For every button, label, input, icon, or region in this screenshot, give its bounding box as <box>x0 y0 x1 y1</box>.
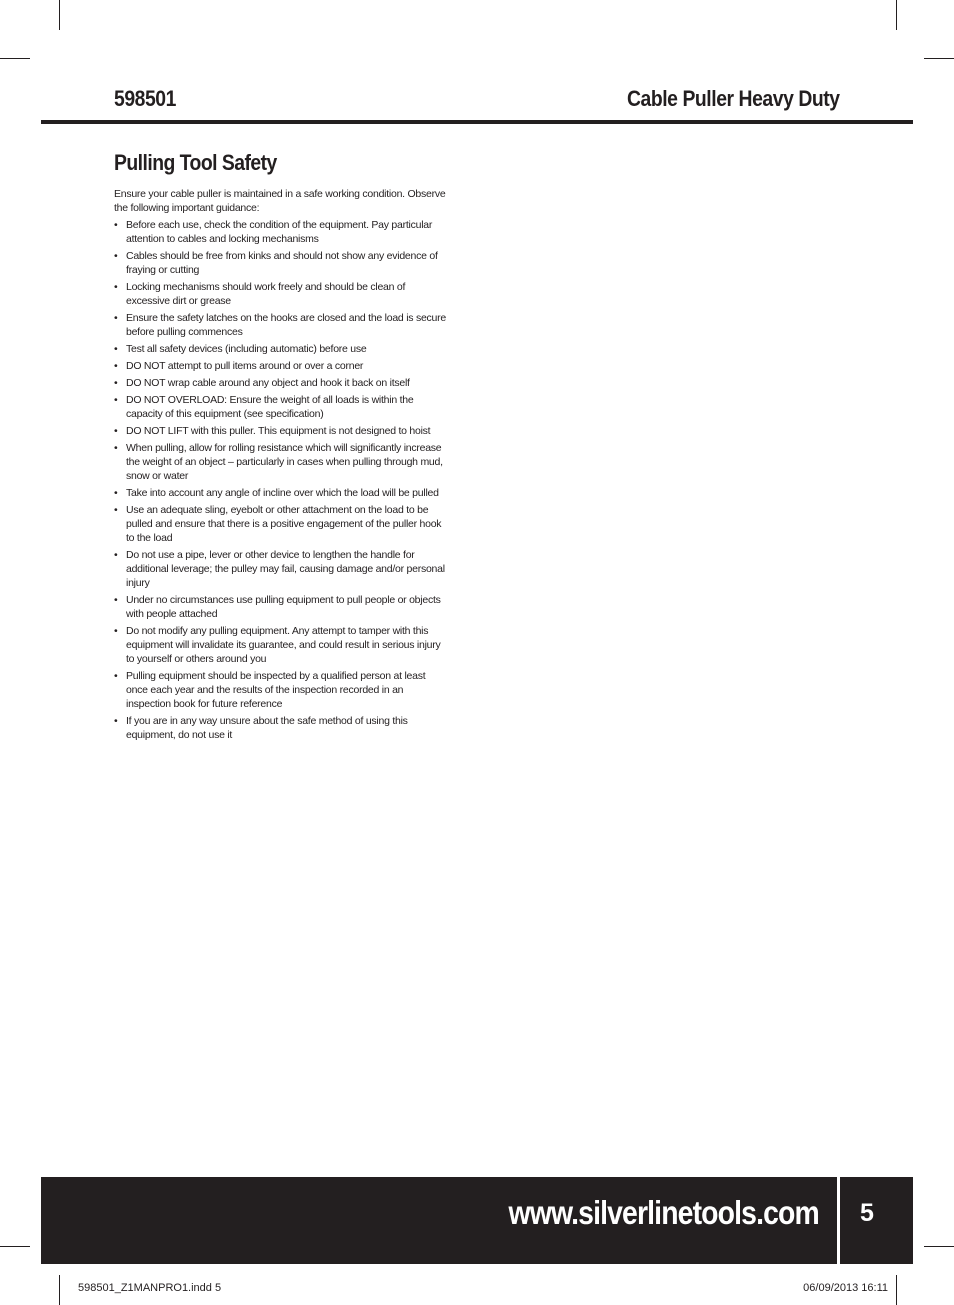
bullet-icon: • <box>114 377 118 389</box>
list-item <box>114 376 446 390</box>
bullet-icon: • <box>114 594 118 606</box>
bullet-icon: • <box>114 504 118 516</box>
list-item <box>114 249 446 277</box>
list-item <box>114 714 446 742</box>
bullet-icon: • <box>114 625 118 637</box>
list-item <box>114 311 446 339</box>
list-item-text: DO NOT LIFT with this puller. This equipment is not designed to hoist <box>126 425 431 437</box>
list-item-text: Before each use, check the condition of the equipment. Pay particular attention to cables and locking mechanisms <box>126 219 433 245</box>
header-rule <box>41 120 913 124</box>
crop-mark-bottom-left <box>59 1275 60 1305</box>
intro-paragraph: Ensure your cable puller is maintained in a safe working condition. Observe the following important guidance: <box>114 188 446 214</box>
list-item <box>114 486 446 500</box>
product-name: Cable Puller Heavy Duty <box>627 86 840 111</box>
page-number: 5 <box>860 1199 874 1227</box>
list-item <box>114 441 446 483</box>
list-item-text: If you are in any way unsure about the safe method of using this equipment, do not use it <box>126 715 408 741</box>
bullet-icon: • <box>114 312 118 324</box>
list-item-text: Use an adequate sling, eyebolt or other attachment on the load to be pulled and ensure that there is a positive engagement of the puller hook to the load <box>126 504 442 544</box>
list-item <box>114 669 446 711</box>
list-item <box>114 359 446 373</box>
list-item-text: Pulling equipment should be inspected by a qualified person at least once each year and the results of the inspection recorded in an inspection book for future reference <box>126 670 426 710</box>
bullet-icon: • <box>114 360 118 372</box>
list-item-text: DO NOT OVERLOAD: Ensure the weight of all loads is within the capacity of this equipment (see specification) <box>126 394 414 420</box>
bullet-icon: • <box>114 219 118 231</box>
list-item <box>114 624 446 666</box>
bullet-icon: • <box>114 715 118 727</box>
website-link[interactable]: www.silverlinetools.com <box>508 1194 819 1231</box>
list-item <box>114 393 446 421</box>
list-item-text: DO NOT attempt to pull items around or over a corner <box>126 360 364 372</box>
print-slug-date: 06/09/2013 16:11 <box>803 1282 888 1294</box>
list-item-text: Ensure the safety latches on the hooks are closed and the load is secure before pulling commences <box>126 312 446 338</box>
footer-bar <box>41 1177 913 1264</box>
print-slug-file: 598501_Z1MANPRO1.indd 5 <box>78 1282 222 1294</box>
safety-section <box>114 148 446 745</box>
crop-mark-left-bottom <box>0 1246 30 1247</box>
list-item <box>114 548 446 590</box>
list-item-text: Locking mechanisms should work freely and should be clean of excessive dirt or grease <box>126 281 406 307</box>
list-item-text: Take into account any angle of incline over which the load will be pulled <box>126 487 439 499</box>
list-item <box>114 593 446 621</box>
crop-mark-bottom-right <box>896 1275 897 1305</box>
crop-mark-right-bottom <box>924 1246 954 1247</box>
model-number: 598501 <box>114 86 176 111</box>
list-item-text: DO NOT wrap cable around any object and hook it back on itself <box>126 377 410 389</box>
list-item <box>114 424 446 438</box>
bullet-icon: • <box>114 549 118 561</box>
bullet-icon: • <box>114 281 118 293</box>
section-title: Pulling Tool Safety <box>114 150 277 175</box>
list-item-text: Do not modify any pulling equipment. Any attempt to tamper with this equipment will invalidate its guarantee, and could result in serious injury to yourself or others around you <box>126 625 441 665</box>
list-item <box>114 503 446 545</box>
bullet-icon: • <box>114 394 118 406</box>
list-item-text: Do not use a pipe, lever or other device to lengthen the handle for additional leverage; the pulley may fail, causing damage and/or personal injury <box>126 549 445 589</box>
safety-bullet-list <box>114 218 446 742</box>
list-item-text: Cables should be free from kinks and should not show any evidence of fraying or cutting <box>126 250 438 276</box>
list-item-text: Test all safety devices (including automatic) before use <box>126 343 367 355</box>
list-item-text: When pulling, allow for rolling resistance which will significantly increase the weight of an object – particularly in cases when pulling through mud, snow or water <box>126 442 443 482</box>
bullet-icon: • <box>114 425 118 437</box>
list-item <box>114 218 446 246</box>
bullet-icon: • <box>114 670 118 682</box>
bullet-icon: • <box>114 442 118 454</box>
list-item <box>114 280 446 308</box>
bullet-icon: • <box>114 487 118 499</box>
bullet-icon: • <box>114 250 118 262</box>
bullet-icon: • <box>114 343 118 355</box>
list-item <box>114 342 446 356</box>
page-header <box>0 0 954 130</box>
list-item-text: Under no circumstances use pulling equipment to pull people or objects with people attached <box>126 594 441 620</box>
